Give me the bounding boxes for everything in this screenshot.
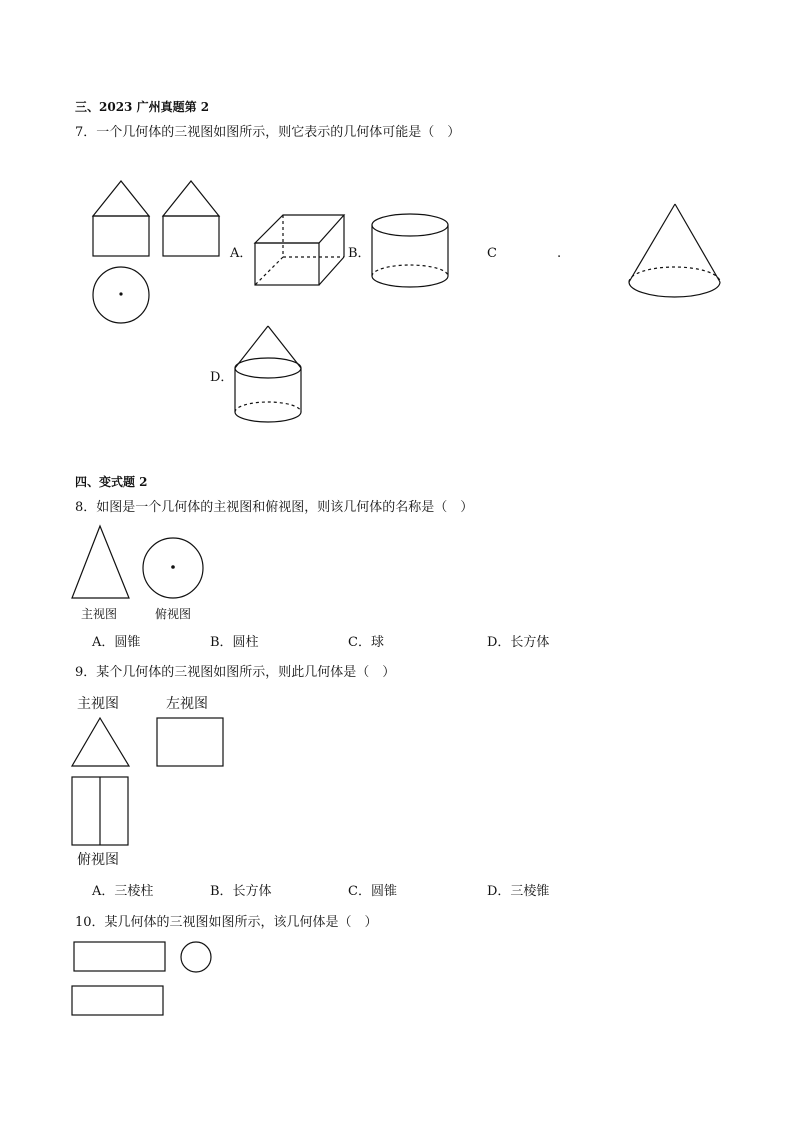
q7-option-c-label: C	[487, 246, 497, 261]
q9-left-view-rectangle-figure	[155, 716, 225, 768]
q9-front-view-caption: 主视图	[77, 696, 119, 712]
q9-left-view-caption: 左视图	[166, 696, 208, 712]
question-10-stem: 10．某几何体的三视图如图所示，该几何体是（ ）	[75, 915, 378, 930]
q10-top-view-rectangle-figure	[70, 984, 166, 1018]
q7-option-b-label: B．	[348, 246, 371, 261]
q8-option-a: A．圆锥	[92, 635, 141, 650]
q8-option-c: C．球	[348, 635, 384, 650]
section-heading-3: 三、2023 广州真题第 2	[75, 100, 210, 114]
q9-option-d: D．三棱锥	[487, 884, 550, 899]
q9-top-view-split-rectangle-figure	[70, 775, 132, 847]
section-heading-4: 四、变式题 2	[75, 475, 148, 489]
q9-option-a: A．三棱柱	[92, 884, 154, 899]
q9-option-b: B．长方体	[210, 884, 272, 899]
question-9-stem: 9．某个几何体的三视图如图所示，则此几何体是（ ）	[75, 665, 396, 680]
q7-top-view-figure	[90, 266, 152, 324]
q8-option-d: D．长方体	[487, 635, 550, 650]
q8-option-b: B．圆柱	[210, 635, 259, 650]
q7-option-a-cuboid-figure	[252, 212, 348, 288]
q8-front-view-caption: 主视图	[81, 607, 118, 621]
q7-front-view-figure	[90, 178, 152, 260]
q7-option-d-label: D．	[210, 370, 234, 385]
q9-option-c: C．圆锥	[348, 884, 397, 899]
q7-option-d-cone-cylinder-figure	[233, 324, 303, 428]
q7-option-c-cone-figure	[626, 202, 724, 302]
q8-top-view-caption: 俯视图	[155, 607, 192, 621]
q8-front-view-triangle-figure	[70, 524, 132, 600]
q9-front-view-triangle-figure	[70, 716, 132, 768]
q10-left-view-circle-figure	[179, 940, 215, 974]
question-7-stem: 7．一个几何体的三视图如图所示，则它表示的几何体可能是（ ）	[75, 125, 461, 140]
q7-option-b-cylinder-figure	[369, 210, 451, 292]
q7-option-c-dot: .	[557, 246, 562, 261]
question-8-stem: 8．如图是一个几何体的主视图和俯视图，则该几何体的名称是（ ）	[75, 500, 474, 515]
q7-option-a-label: A．	[230, 246, 253, 261]
q7-left-view-figure	[160, 178, 222, 260]
q9-top-view-caption: 俯视图	[77, 852, 119, 868]
q8-top-view-circle-figure	[140, 536, 206, 600]
q10-front-view-rectangle-figure	[72, 940, 168, 974]
